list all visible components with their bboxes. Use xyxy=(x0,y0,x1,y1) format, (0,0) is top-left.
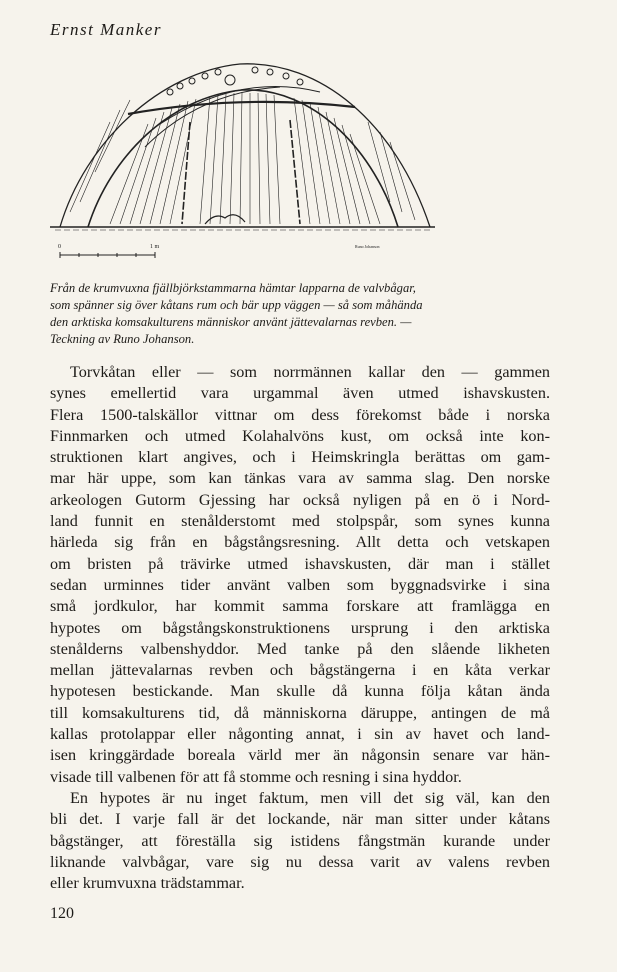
body-line: liknande valvbågar, vare sig nu dessa varit av valens revben xyxy=(50,852,550,871)
turf-hut-drawing xyxy=(50,52,435,264)
figure-caption xyxy=(50,280,508,348)
body-line: härleda sig från en bågstångsresning. Allt detta och vetskapen xyxy=(50,533,550,552)
caption-line: som spänner sig över kåtans rum och bär upp väggen — så som måhända xyxy=(50,298,423,312)
body-line: visade till valbenen för att få stomme och resning i sina hyddor. xyxy=(50,767,462,786)
scale-meter-label: 1 m xyxy=(150,244,160,250)
body-line: mellan jättevalarnas revben och bågstängerna i en kåta verkar xyxy=(50,661,550,680)
body-line: Finnmarken och utmed Kolahalvöns kust, om också inte kon- xyxy=(50,426,550,445)
scale-zero-label: 0 xyxy=(58,244,61,250)
body-line: bågstänger, att föreställa sig istidens fångstmän kurande under xyxy=(50,831,550,850)
body-line: struktionen klart angives, och i Heimskringla berättas om gam- xyxy=(50,448,550,467)
body-line: eller krumvuxna trädstammar. xyxy=(50,874,245,893)
body-text xyxy=(50,362,550,894)
hut-illustration xyxy=(50,52,435,264)
body-line: bli det. I varje fall är det lockande, när man sitter under kåtans xyxy=(50,810,550,829)
caption-line: Teckning av Runo Johanson. xyxy=(50,332,195,346)
body-line: sedan urminnes tider använt valben som byggnadsvirke i sina xyxy=(50,575,550,594)
body-line: En hypotes är nu inget faktum, men vill det sig väl, kan den xyxy=(70,788,550,807)
body-line: om bristen på trävirke utmed ishavskusten, där man i stället xyxy=(50,554,550,573)
caption-line: den arktiska komsakulturens människor använt jättevalarnas revben. — xyxy=(50,315,412,329)
page-number: 120 xyxy=(50,905,74,922)
body-line: till komsakulturens tid, då människorna däruppe, antingen de må xyxy=(50,703,550,722)
body-line: synes emellertid vara urgammal även utmed ishavskusten. xyxy=(50,384,550,403)
body-line: hypotesen bestickande. Man skulle då kunna följa kåtan ända xyxy=(50,682,550,701)
body-line: Torvkåtan eller — som norrmännen kallar den — gammen xyxy=(70,363,550,381)
body-line: mar här uppe, som kan tänkas vara av samma slag. Den norske xyxy=(50,469,550,488)
body-line: kallas protolappar eller någonting annat, i sin av havet och land- xyxy=(50,725,550,744)
body-line: små jordkulor, har kommit samma forskare att framlägga en xyxy=(50,597,550,616)
caption-line: Från de krumvuxna fjällbjörkstammarna hämtar lapparna de valvbågar, xyxy=(50,281,416,295)
body-line: isen kringgärdade boreala värld mer än någonsin senare var hän- xyxy=(50,746,550,765)
body-line: Flera 1500-talskällor vittnar om dess förekomst både i norska xyxy=(50,405,550,424)
body-line: stenålderns valbenshyddor. Med tanke på den slående likheten xyxy=(50,639,550,658)
running-header: Ernst Manker xyxy=(50,20,162,39)
body-line: arkeologen Gutorm Gjessing har också nyligen på en ö i Nord- xyxy=(50,490,550,509)
body-line: land funnit en stenålderstomt med stolpspår, som synes kunna xyxy=(50,512,550,531)
body-line: hypotes om bågstångskonstruktionens ursprung i den arktiska xyxy=(50,618,550,637)
artist-signature: Runo Johanson xyxy=(355,244,380,249)
